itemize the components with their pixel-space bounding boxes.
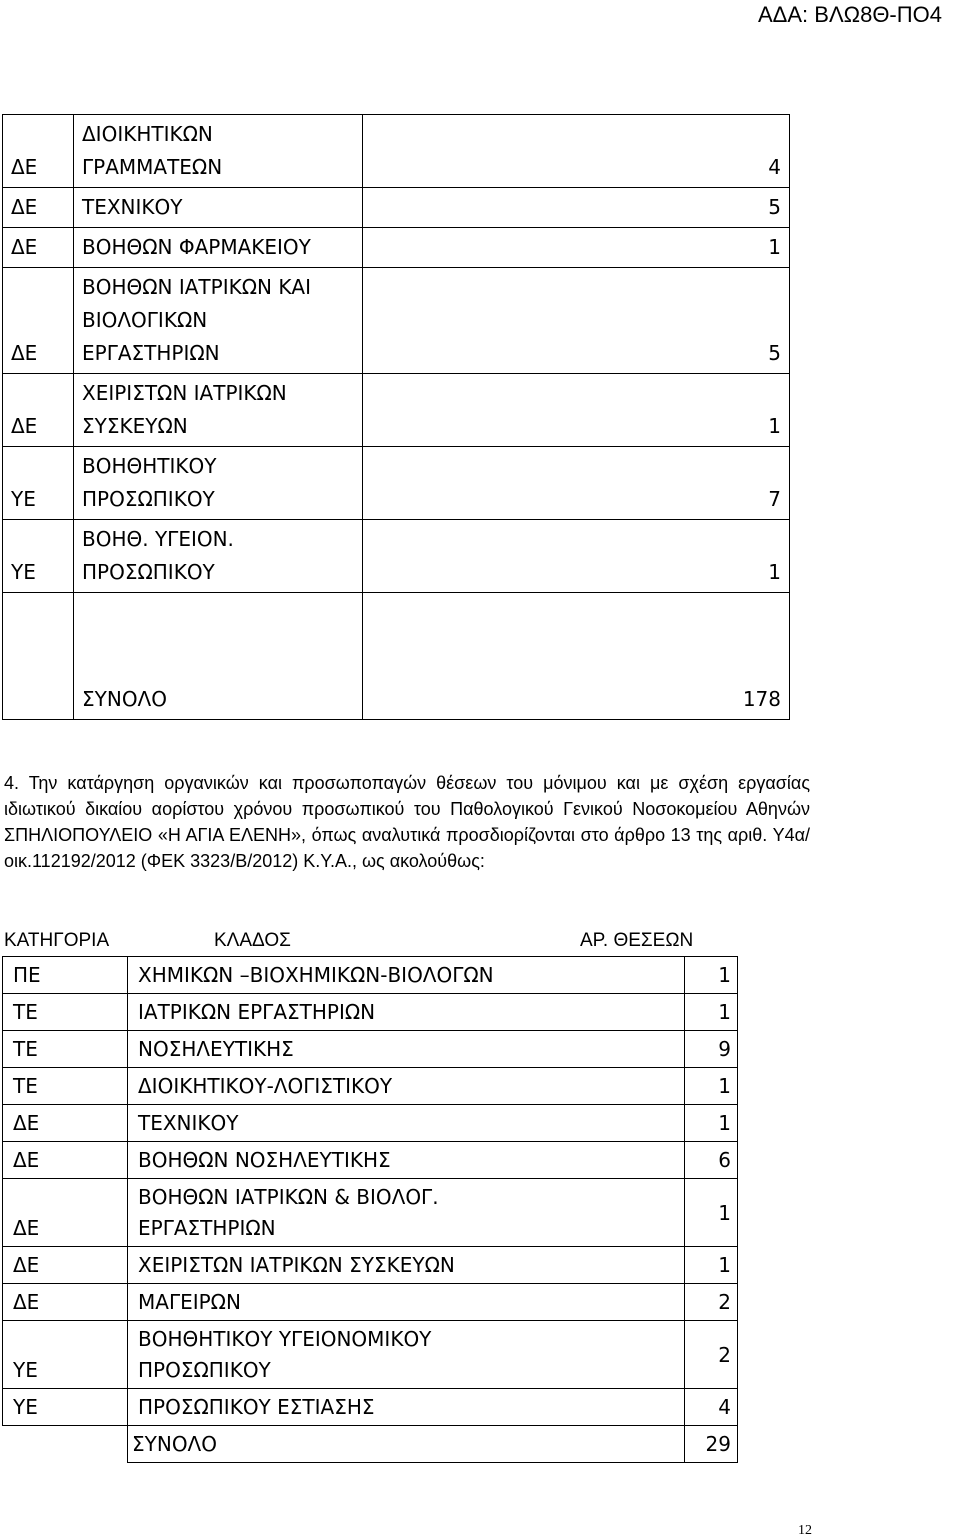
category-cell: ΔΕ	[3, 1247, 128, 1284]
category-cell: ΠΕ	[3, 957, 128, 994]
header-positions: ΑΡ. ΘΕΣΕΩΝ	[580, 930, 694, 951]
count-cell: 5	[363, 188, 790, 228]
branch-cell: ΒΟΗΘΗΤΙΚΟΥ ΠΡΟΣΩΠΙΚΟΥ	[74, 447, 363, 520]
category-cell: ΔΕ	[3, 268, 74, 374]
branch-cell: ΤΕΧΝΙΚΟΥ	[74, 188, 363, 228]
category-cell: ΥΕ	[3, 520, 74, 593]
table-row	[3, 1068, 738, 1105]
branch-cell: ΒΟΗΘΩΝ ΦΑΡΜΑΚΕΙΟΥ	[74, 228, 363, 268]
count-cell: 1	[363, 228, 790, 268]
count-cell: 2	[685, 1284, 738, 1321]
table-row	[3, 1031, 738, 1068]
positions-table-1	[2, 114, 790, 720]
table2-headers	[4, 930, 744, 956]
total-value: 178	[363, 593, 790, 720]
category-cell: ΔΕ	[3, 188, 74, 228]
count-cell: 1	[685, 1179, 738, 1247]
branch-cell: ΒΟΗΘΗΤΙΚΟΥ ΥΓΕΙΟΝΟΜΙΚΟΥ ΠΡΟΣΩΠΙΚΟΥ	[128, 1321, 685, 1389]
category-cell: ΥΕ	[3, 447, 74, 520]
branch-cell: ΔΙΟΙΚΗΤΙΚΩΝ ΓΡΑΜΜΑΤΕΩΝ	[74, 115, 363, 188]
table-row	[3, 1105, 738, 1142]
category-cell: ΤΕ	[3, 1031, 128, 1068]
count-cell: 2	[685, 1321, 738, 1389]
table-row	[3, 1142, 738, 1179]
branch-cell: ΙΑΤΡΙΚΩΝ ΕΡΓΑΣΤΗΡΙΩΝ	[128, 994, 685, 1031]
total-row	[3, 593, 790, 720]
branch-cell: ΧΕΙΡΙΣΤΩΝ ΙΑΤΡΙΚΩΝ ΣΥΣΚΕΥΩΝ	[128, 1247, 685, 1284]
branch-cell: ΒΟΗΘΩΝ ΙΑΤΡΙΚΩΝ & ΒΙΟΛΟΓ. ΕΡΓΑΣΤΗΡΙΩΝ	[128, 1179, 685, 1247]
count-cell: 1	[363, 520, 790, 593]
category-cell: ΔΕ	[3, 228, 74, 268]
branch-cell: ΜΑΓΕΙΡΩΝ	[128, 1284, 685, 1321]
category-cell: ΔΕ	[3, 1284, 128, 1321]
page-number: 12	[798, 1523, 812, 1538]
header-category: ΚΑΤΗΓΟΡΙΑ	[4, 930, 110, 951]
table-row	[3, 1179, 738, 1247]
total-label: ΣΥΝΟΛΟ	[128, 1426, 685, 1463]
category-cell: ΤΕ	[3, 1068, 128, 1105]
count-cell: 4	[363, 115, 790, 188]
table-row	[3, 957, 738, 994]
count-cell: 1	[685, 1068, 738, 1105]
count-cell: 4	[685, 1389, 738, 1426]
article-paragraph: 4. Την κατάργηση οργανικών και προσωποπαγών θέσεων του μόνιμου και με σχέση εργασίας ιδιωτικού δικαίου αορίστου χρόνου προσωπικού του Παθολογικού Γενικού Νοσοκομείου Αθηνών ΣΠΗΛΙΟΠΟΥΛΕΙΟ «Η ΑΓΙΑ ΕΛΕΝΗ», όπως αναλυτικά προσδιορίζονται στο άρθρο 13 της αριθ. Υ4α/οικ.112192/2012 (ΦΕΚ 3323/Β/2012) Κ.Υ.Α., ως ακολούθως:	[4, 773, 810, 871]
category-cell: ΥΕ	[3, 1389, 128, 1426]
category-cell: ΔΕ	[3, 115, 74, 188]
table-row	[3, 1321, 738, 1389]
category-cell: ΥΕ	[3, 1321, 128, 1389]
count-cell: 1	[363, 374, 790, 447]
table-row	[3, 268, 790, 374]
branch-cell: ΤΕΧΝΙΚΟΥ	[128, 1105, 685, 1142]
category-cell: ΤΕ	[3, 994, 128, 1031]
branch-cell: ΠΡΟΣΩΠΙΚΟΥ ΕΣΤΙΑΣΗΣ	[128, 1389, 685, 1426]
branch-cell: ΒΟΗΘΩΝ ΙΑΤΡΙΚΩΝ ΚΑΙ ΒΙΟΛΟΓΙΚΩΝ ΕΡΓΑΣΤΗΡΙΩΝ	[74, 268, 363, 374]
count-cell: 6	[685, 1142, 738, 1179]
category-cell: ΔΕ	[3, 374, 74, 447]
count-cell: 1	[685, 1105, 738, 1142]
table-row	[3, 994, 738, 1031]
total-cat-cell	[3, 593, 74, 720]
table-row	[3, 1247, 738, 1284]
count-cell: 5	[363, 268, 790, 374]
ada-header: ΑΔΑ: ΒΛΩ8Θ-ΠΟ4	[758, 2, 942, 27]
category-cell: ΔΕ	[3, 1105, 128, 1142]
category-cell: ΔΕ	[3, 1142, 128, 1179]
table-row	[3, 1389, 738, 1426]
branch-cell: ΧΕΙΡΙΣΤΩΝ ΙΑΤΡΙΚΩΝ ΣΥΣΚΕΥΩΝ	[74, 374, 363, 447]
table-row	[3, 520, 790, 593]
total-cat-cell	[3, 1426, 128, 1463]
count-cell: 1	[685, 994, 738, 1031]
table-row	[3, 447, 790, 520]
branch-cell: ΝΟΣΗΛΕΥΤΙΚΗΣ	[128, 1031, 685, 1068]
header-branch: ΚΛΑΔΟΣ	[214, 930, 291, 951]
count-cell: 9	[685, 1031, 738, 1068]
table-row	[3, 115, 790, 188]
branch-cell: ΒΟΗΘΩΝ ΝΟΣΗΛΕΥΤΙΚΗΣ	[128, 1142, 685, 1179]
total-row	[3, 1426, 738, 1463]
count-cell: 7	[363, 447, 790, 520]
branch-cell: ΒΟΗΘ. ΥΓΕΙΟΝ. ΠΡΟΣΩΠΙΚΟΥ	[74, 520, 363, 593]
positions-table-2	[2, 956, 738, 1463]
total-value: 29	[685, 1426, 738, 1463]
count-cell: 1	[685, 957, 738, 994]
table-row	[3, 1284, 738, 1321]
count-cell: 1	[685, 1247, 738, 1284]
total-label: ΣΥΝΟΛΟ	[74, 593, 363, 720]
category-cell: ΔΕ	[3, 1179, 128, 1247]
branch-cell: ΔΙΟΙΚΗΤΙΚΟΥ-ΛΟΓΙΣΤΙΚΟΥ	[128, 1068, 685, 1105]
table-row	[3, 188, 790, 228]
table-row	[3, 374, 790, 447]
branch-cell: ΧΗΜΙΚΩΝ –ΒΙΟΧΗΜΙΚΩΝ-ΒΙΟΛΟΓΩΝ	[128, 957, 685, 994]
table-row	[3, 228, 790, 268]
